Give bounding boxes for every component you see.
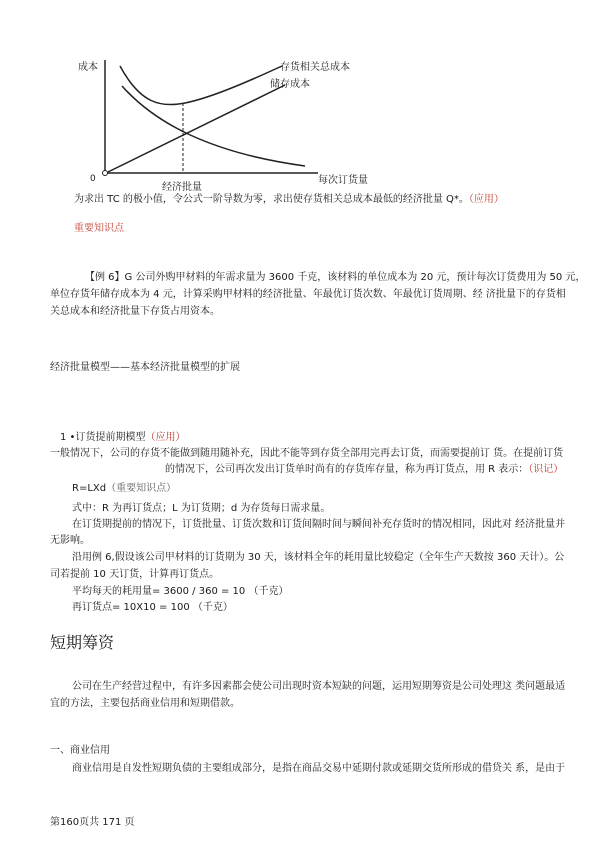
key-point-label: 重要知识点 xyxy=(74,223,124,234)
short-finance-line1: 公司在生产经营过程中，有许多因素都会使公司出现时资本短缺的问题，运用短期筹资是公司处理这 类问题最适 xyxy=(72,681,566,692)
subsection-commercial-credit: 一、商业信用 xyxy=(50,745,110,756)
x-axis-label: 每次订货量 xyxy=(318,175,368,186)
origin-label: 0 xyxy=(90,174,96,184)
y-axis-label: 成本 xyxy=(78,62,98,73)
example6-line1: 【例 6】G 公司外购甲材料的年需求量为 3600 千克，该材料的单位成本为 20 元，预计每次订货费用为 50 元， xyxy=(85,272,586,283)
item1-line1: 一般情况下，公司的存货不能做到随用随补充，因此不能等到存货全部用完再去订货，而需要提前订 货。在提前订货 xyxy=(50,448,564,459)
page-footer: 第160页共 171 页 xyxy=(50,817,135,828)
tc-tag: （应用） xyxy=(468,194,504,205)
item1-line2-text: 的情况下，公司再次发出订货单时尚有的存货库存量，称为再订货点，用 R 表示： xyxy=(165,464,529,475)
formula-tag: （重要知识点） xyxy=(106,483,177,494)
reorder-point-line: 再订货点= 10X10 = 100 （千克） xyxy=(72,602,233,613)
daily-use-line: 平均每天的耗用量= 3600 / 360 = 10 （千克） xyxy=(72,586,289,597)
item1-title: 1 •订货提前期模型 xyxy=(60,432,146,443)
eoq-label: 经济批量 xyxy=(162,182,202,193)
total-cost-label: 存货相关总成本 xyxy=(280,62,350,73)
section-title-short-term-financing: 短期筹资 xyxy=(50,633,115,652)
ordering-cost-curve xyxy=(122,86,305,166)
item1-line2 xyxy=(165,463,563,477)
lead-time-line2: 无影响。 xyxy=(50,535,90,546)
item1-line2-tag: （识记） xyxy=(528,464,564,475)
storage-cost-label: 储存成本 xyxy=(270,79,310,90)
item1-tag: （应用） xyxy=(145,432,186,443)
origin-marker xyxy=(103,171,108,176)
example6-line2: 单位存货年储存成本为 4 元，计算采购甲材料的经济批量、年最优订货次数、年最优订货周期、经 济批量下的存货相 xyxy=(50,289,566,300)
extension-title: 经济批量模型——基本经济批量模型的扩展 xyxy=(50,362,240,373)
example6-line3: 关总成本和经济批量下存货占用资本。 xyxy=(50,306,220,317)
tc-text: 为求出 TC 的极小值，令公式一阶导数为零，求出使存货相关总成本最低的经济批量 Q*。 xyxy=(74,194,469,205)
formula-line xyxy=(72,482,176,496)
example6b-line1: 沿用例 6,假设该公司甲材料的订货期为 30 天，该材料全年的耗用量比较稳定（全年生产天数按 360 天计）。公 xyxy=(72,552,565,563)
eoq-cost-figure xyxy=(60,48,368,198)
example6b-line2: 司若提前 10 天订货，计算再订货点。 xyxy=(50,569,220,580)
formula: R=LXd xyxy=(72,483,107,494)
commercial-credit-line1: 商业信用是自发性短期负债的主要组成部分，是指在商品交易中延期付款或延期交货所形成的借贷关 系，是由于 xyxy=(72,763,566,774)
short-finance-line2: 宜的方法，主要包括商业信用和短期借款。 xyxy=(50,698,240,709)
where-line: 式中：R 为再订货点；L 为订货期；d 为存货每日需求量。 xyxy=(72,503,331,514)
item1-heading xyxy=(60,431,185,445)
lead-time-line1: 在订货期提前的情况下，订货批量、订货次数和订货间隔时间与瞬间补充存货时的情况相同，因此对 经济批量并 xyxy=(72,519,566,530)
tc-minimum-line xyxy=(74,193,504,207)
